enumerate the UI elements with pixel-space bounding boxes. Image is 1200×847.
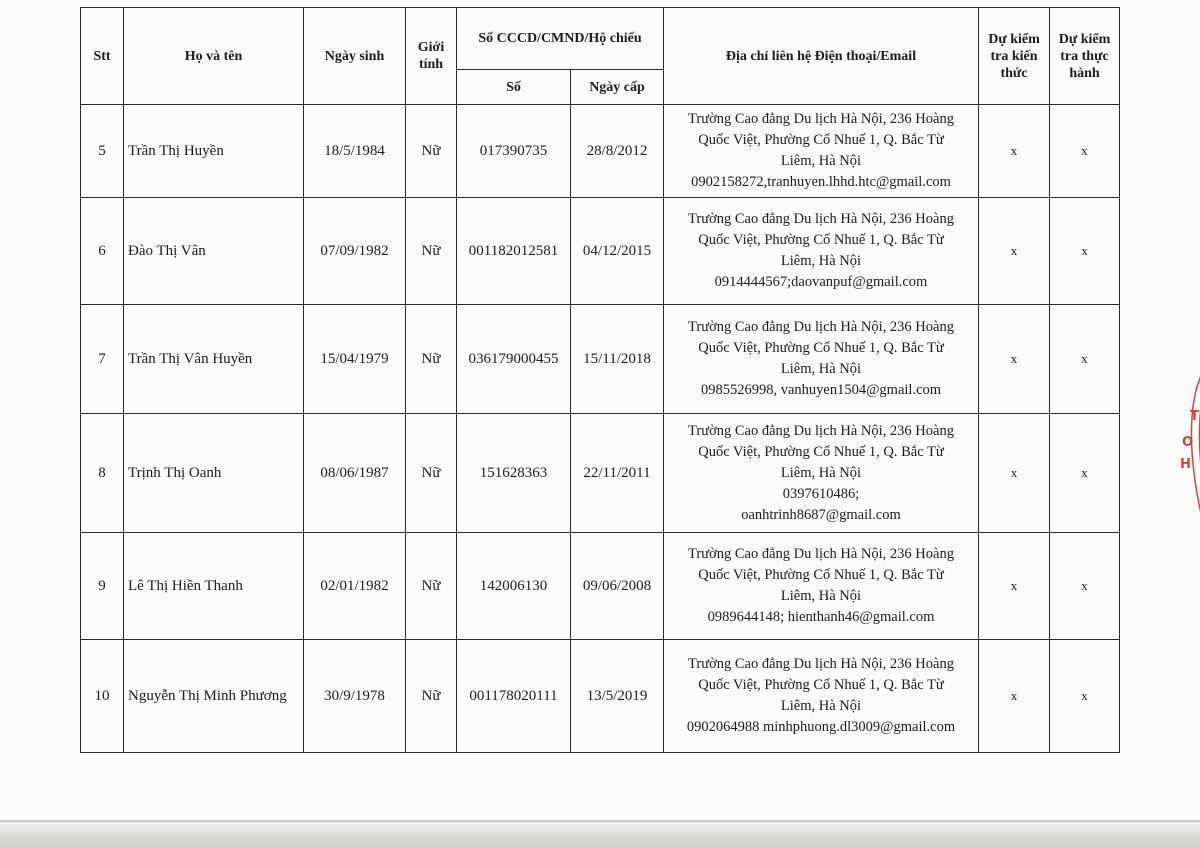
row-id-number: 017390735 [457, 105, 571, 198]
row-knowledge-mark: x [979, 533, 1050, 640]
header-practice: Dự kiểm tra thực hành [1050, 8, 1120, 105]
table-row [81, 414, 1120, 533]
contact-line: Quốc Việt, Phường Cổ Nhuế 1, Q. Bắc Từ [698, 132, 944, 148]
row-contact [664, 640, 979, 753]
row-stt: 10 [81, 640, 124, 753]
contact-line: 0914444567;daovanpuf@gmail.com [714, 274, 928, 290]
contact-line: Quốc Việt, Phường Cổ Nhuế 1, Q. Bắc Từ [698, 443, 944, 460]
row-practice-mark: x [1050, 305, 1120, 414]
row-dob: 30/9/1978 [304, 640, 406, 753]
row-stt: 8 [81, 414, 124, 533]
svg-text:T: T [1190, 409, 1199, 424]
row-contact [664, 414, 979, 533]
row-contact [664, 105, 979, 198]
table-header [81, 8, 1120, 105]
row-id-date: 09/06/2008 [571, 533, 664, 640]
row-dob: 18/5/1984 [304, 105, 406, 198]
row-name: Lê Thị Hiền Thanh [124, 533, 304, 640]
contact-line: Quốc Việt, Phường Cổ Nhuế 1, Q. Bắc Từ [698, 677, 944, 693]
row-id-date: 28/8/2012 [571, 105, 664, 198]
table-body [81, 105, 1120, 753]
header-name: Họ và tên [124, 8, 304, 105]
row-practice-mark: x [1050, 414, 1120, 533]
table-row [81, 640, 1120, 753]
contact-line: Liêm, Hà Nội [780, 464, 862, 481]
table-row [81, 305, 1120, 414]
row-stt: 5 [81, 105, 124, 198]
header-knowledge: Dự kiểm tra kiến thức [979, 8, 1050, 105]
row-dob: 07/09/1982 [304, 198, 406, 305]
row-knowledge-mark: x [979, 414, 1050, 533]
contact-line: Quốc Việt, Phường Cổ Nhuế 1, Q. Bắc Từ [698, 340, 944, 356]
contact-line: Trường Cao đẳng Du lịch Hà Nội, 236 Hoàng [688, 211, 954, 227]
header-contact: Địa chỉ liên hệ Điện thoại/Email [664, 8, 979, 105]
header-id-group: Số CCCD/CMND/Hộ chiếu [457, 8, 664, 70]
row-id-date: 13/5/2019 [571, 640, 664, 753]
row-gender: Nữ [406, 533, 457, 640]
row-gender: Nữ [406, 414, 457, 533]
row-stt: 7 [81, 305, 124, 414]
svg-text:O: O [1182, 435, 1194, 450]
red-stamp-fragment [1172, 368, 1200, 528]
contact-line: 0902158272,tranhuyen.lhhd.htc@gmail.com [691, 174, 951, 190]
contact-line: 0989644148; hienthanh46@gmail.com [707, 609, 935, 625]
header-gender: Giới tính [406, 8, 457, 105]
contact-line: Liêm, Hà Nội [780, 153, 862, 169]
row-id-number: 151628363 [457, 414, 571, 533]
contact-line: 0985526998, vanhuyen1504@gmail.com [700, 382, 942, 398]
table-row [81, 198, 1120, 305]
contact-line: Liêm, Hà Nội [780, 361, 862, 377]
row-name: Trịnh Thị Oanh [124, 414, 304, 533]
row-practice-mark: x [1050, 198, 1120, 305]
contact-line: oanhtrinh8687@gmail.com [741, 506, 901, 523]
contact-line: Trường Cao đẳng Du lịch Hà Nội, 236 Hoàng [688, 319, 954, 335]
row-id-date: 04/12/2015 [571, 198, 664, 305]
contact-line: Liêm, Hà Nội [780, 588, 862, 604]
contact-line: Trường Cao đẳng Du lịch Hà Nội, 236 Hoàng [688, 422, 954, 439]
contact-line: Trường Cao đẳng Du lịch Hà Nội, 236 Hoàng [688, 656, 954, 672]
header-id-date: Ngày cấp [571, 70, 664, 105]
row-gender: Nữ [406, 198, 457, 305]
header-dob: Ngày sinh [304, 8, 406, 105]
contact-line: Trường Cao đẳng Du lịch Hà Nội, 236 Hoàng [688, 111, 954, 127]
contact-line: 0397610486; [782, 485, 860, 502]
contact-line: Trường Cao đẳng Du lịch Hà Nội, 236 Hoàng [688, 546, 954, 562]
row-knowledge-mark: x [979, 105, 1050, 198]
row-stt: 6 [81, 198, 124, 305]
row-dob: 08/06/1987 [304, 414, 406, 533]
row-contact [664, 198, 979, 305]
row-id-date: 15/11/2018 [571, 305, 664, 414]
row-contact [664, 533, 979, 640]
row-name: Đào Thị Vân [124, 198, 304, 305]
row-knowledge-mark: x [979, 640, 1050, 753]
row-dob: 15/04/1979 [304, 305, 406, 414]
page-fold-shadow [0, 822, 1200, 847]
contact-line: Quốc Việt, Phường Cổ Nhuế 1, Q. Bắc Từ [698, 232, 944, 248]
row-id-number: 142006130 [457, 533, 571, 640]
row-name: Nguyễn Thị Minh Phương [124, 640, 304, 753]
row-practice-mark: x [1050, 640, 1120, 753]
header-stt: Stt [81, 8, 124, 105]
row-dob: 02/01/1982 [304, 533, 406, 640]
row-gender: Nữ [406, 305, 457, 414]
contact-line: Quốc Việt, Phường Cổ Nhuế 1, Q. Bắc Từ [698, 567, 944, 583]
table-row [81, 105, 1120, 198]
row-gender: Nữ [406, 105, 457, 198]
svg-text:H: H [1180, 457, 1191, 472]
row-knowledge-mark: x [979, 305, 1050, 414]
header-id-number: Số [457, 70, 571, 105]
row-id-date: 22/11/2011 [571, 414, 664, 533]
row-id-number: 001182012581 [457, 198, 571, 305]
row-name: Trần Thị Vân Huyền [124, 305, 304, 414]
row-knowledge-mark: x [979, 198, 1050, 305]
row-id-number: 036179000455 [457, 305, 571, 414]
row-practice-mark: x [1050, 533, 1120, 640]
row-practice-mark: x [1050, 105, 1120, 198]
row-id-number: 001178020111 [457, 640, 571, 753]
row-name: Trần Thị Huyền [124, 105, 304, 198]
contact-line: Liêm, Hà Nội [780, 698, 862, 714]
row-stt: 9 [81, 533, 124, 640]
table-row [81, 533, 1120, 640]
row-contact [664, 305, 979, 414]
contact-line: 0902064988 minhphuong.dl3009@gmail.com [686, 719, 956, 735]
row-gender: Nữ [406, 640, 457, 753]
candidate-table [80, 7, 1120, 753]
contact-line: Liêm, Hà Nội [780, 253, 862, 269]
